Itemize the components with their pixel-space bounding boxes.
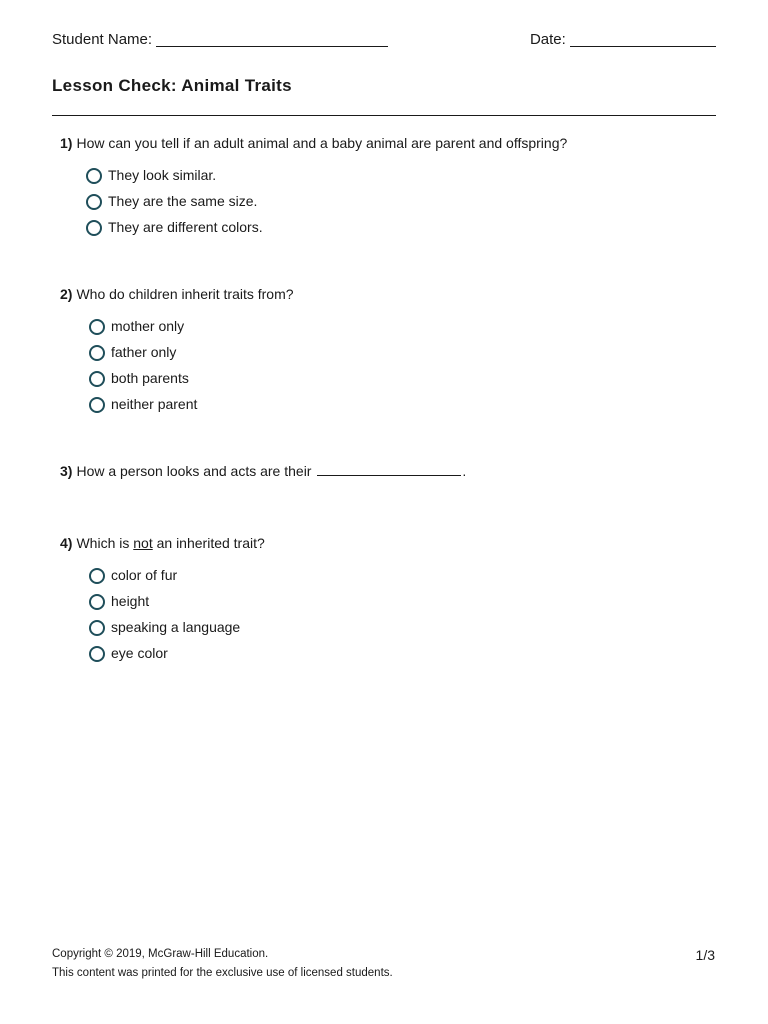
- question-number: 2): [60, 286, 73, 302]
- title-divider: [52, 115, 716, 116]
- option-label: speaking a language: [111, 619, 241, 635]
- question-emphasis: not: [133, 535, 153, 551]
- option-label: color of fur: [111, 567, 178, 583]
- radio-button[interactable]: [89, 594, 105, 610]
- option-label: father only: [111, 344, 177, 360]
- question-number: 3): [60, 463, 73, 479]
- question-text-end: .: [462, 463, 467, 479]
- option-label: eye color: [111, 645, 168, 661]
- radio-button[interactable]: [89, 646, 105, 662]
- radio-button[interactable]: [89, 568, 105, 584]
- student-name-field[interactable]: [52, 31, 388, 48]
- question-4: [60, 535, 265, 551]
- radio-button[interactable]: [89, 371, 105, 387]
- question-2: [60, 286, 294, 302]
- option-label: They are the same size.: [108, 193, 258, 209]
- question-number: 4): [60, 535, 73, 551]
- radio-button[interactable]: [86, 168, 102, 184]
- question-1: [60, 135, 567, 151]
- date-label: Date:: [529, 31, 566, 48]
- radio-button[interactable]: [89, 345, 105, 361]
- option-label: mother only: [111, 318, 185, 334]
- page-number: 1/3: [695, 947, 715, 963]
- question-text: How can you tell if an adult animal and a baby animal are parent and offspring?: [76, 135, 568, 151]
- date-field[interactable]: [530, 31, 716, 48]
- option-label: They look similar.: [108, 167, 217, 183]
- student-name-label: Student Name:: [52, 31, 153, 48]
- radio-button[interactable]: [89, 397, 105, 413]
- answer-blank[interactable]: [317, 474, 461, 476]
- license-notice: This content was printed for the exclusive use of licensed students.: [52, 967, 393, 979]
- option-label: neither parent: [111, 396, 198, 412]
- option-label: both parents: [111, 370, 189, 386]
- header-row: [52, 31, 716, 51]
- question-text-end: an inherited trait?: [156, 535, 265, 551]
- radio-button[interactable]: [89, 620, 105, 636]
- question-number: 1): [60, 135, 73, 151]
- question-text: Which is: [76, 535, 130, 551]
- question-3: [60, 463, 466, 479]
- option-label: height: [111, 593, 150, 609]
- question-text: How a person looks and acts are their: [76, 463, 312, 479]
- option-label: They are different colors.: [108, 219, 263, 235]
- question-text: Who do children inherit traits from?: [76, 286, 294, 302]
- student-name-blank[interactable]: [156, 45, 388, 47]
- copyright-text: Copyright © 2019, McGraw-Hill Education.: [52, 948, 269, 960]
- radio-button[interactable]: [86, 220, 102, 236]
- radio-button[interactable]: [89, 319, 105, 335]
- date-blank[interactable]: [570, 45, 716, 47]
- page-title: Lesson Check: Animal Traits: [52, 76, 292, 95]
- radio-button[interactable]: [86, 194, 102, 210]
